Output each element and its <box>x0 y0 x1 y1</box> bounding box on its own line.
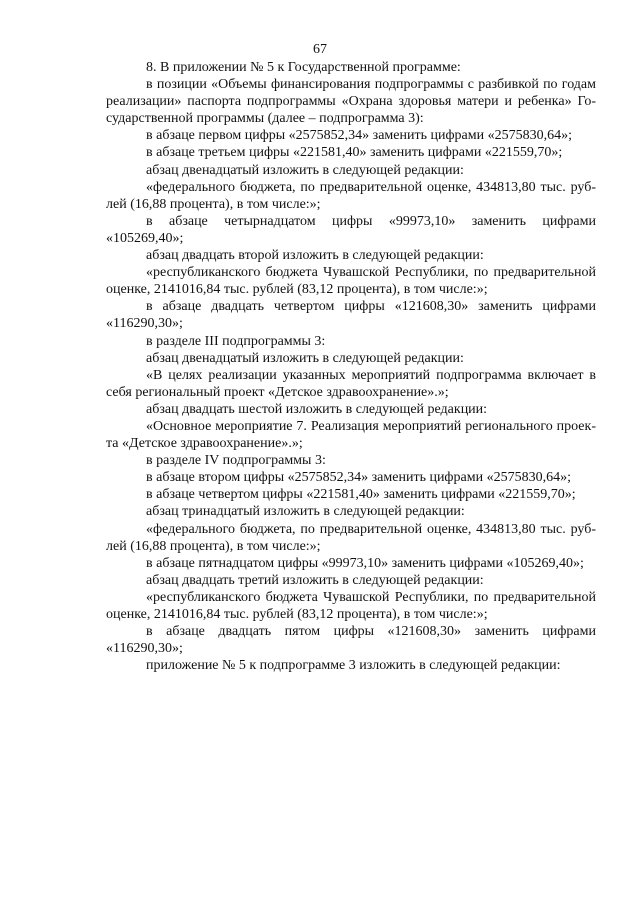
paragraph: в абзаце двадцать четвертом цифры «121608,30» заменить цифрами «116290,30»; <box>106 299 596 332</box>
paragraph: «Основное мероприятие 7. Реализация мероприятий регионального проекта «Детское здравоохранение».»; <box>106 418 596 452</box>
paragraph: абзац двадцать второй изложить в следующей редакции: <box>146 248 484 264</box>
paragraph: в абзаце четвертом цифры «221581,40» заменить цифрами «221559,70»; <box>146 487 576 503</box>
paragraph: «федерального бюджета, по предварительной оценке, 434813,80 тыс. рублей (16,88 процента), в том числе:»; <box>106 521 596 554</box>
paragraph: абзац тринадцатый изложить в следующей редакции: <box>146 504 465 520</box>
paragraph: «республиканского бюджета Чувашской Республики, по предварительной оценке, 2141016,84 тыс. рублей (83,12 процента), в том числе:»; <box>106 265 596 298</box>
paragraph: абзац двенадцатый изложить в следующей редакции: <box>146 350 464 366</box>
paragraph: в абзаце первом цифры «2575852,34» заменить цифрами «2575830,64»; <box>146 128 572 144</box>
paragraph: «федерального бюджета, по предварительной оценке, 434813,80 тыс. рублей (16,88 процента), в том числе:»; <box>106 179 596 212</box>
paragraph: в позиции «Объемы финансирования подпрограммы с разбивкой по годам реализации» паспорта подпрограммы «Охрана здоровья матери и ребенка» Государственной программы (далее – подпрограмма 3): <box>106 77 596 127</box>
paragraph: в абзаце втором цифры «2575852,34» заменить цифрами «2575830,64»; <box>146 470 571 486</box>
paragraph: в разделе III подпрограммы 3: <box>146 333 326 349</box>
paragraph: в абзаце четырнадцатом цифры «99973,10» заменить цифрами «105269,40»; <box>106 213 596 246</box>
paragraph: в разделе IV подпрограммы 3: <box>146 453 326 469</box>
paragraph: в абзаце третьем цифры «221581,40» заменить цифрами «221559,70»; <box>146 145 563 161</box>
page-number: 67 <box>313 42 327 57</box>
paragraph: абзац двадцать шестой изложить в следующей редакции: <box>146 401 488 417</box>
paragraph: абзац двенадцатый изложить в следующей редакции: <box>146 162 464 178</box>
paragraph: в абзаце пятнадцатом цифры «99973,10» заменить цифрами «105269,40»; <box>146 555 584 571</box>
paragraph: «республиканского бюджета Чувашской Республики, по предварительной оценке, 2141016,84 тыс. рублей (83,12 процента), в том числе:»; <box>106 589 596 622</box>
paragraph: приложение № 5 к подпрограмме 3 изложить в следующей редакции: <box>146 658 561 674</box>
paragraph: в абзаце двадцать пятом цифры «121608,30» заменить цифрами «116290,30»; <box>106 624 596 657</box>
paragraph: «В целях реализации указанных мероприятий подпрограмма включает в себя региональный проект «Детское здравоохранение».»; <box>106 367 596 400</box>
paragraph: 8. В приложении № 5 к Государственной программе: <box>146 60 461 75</box>
paragraph: абзац двадцать третий изложить в следующей редакции: <box>146 572 484 588</box>
document-body <box>106 59 596 674</box>
